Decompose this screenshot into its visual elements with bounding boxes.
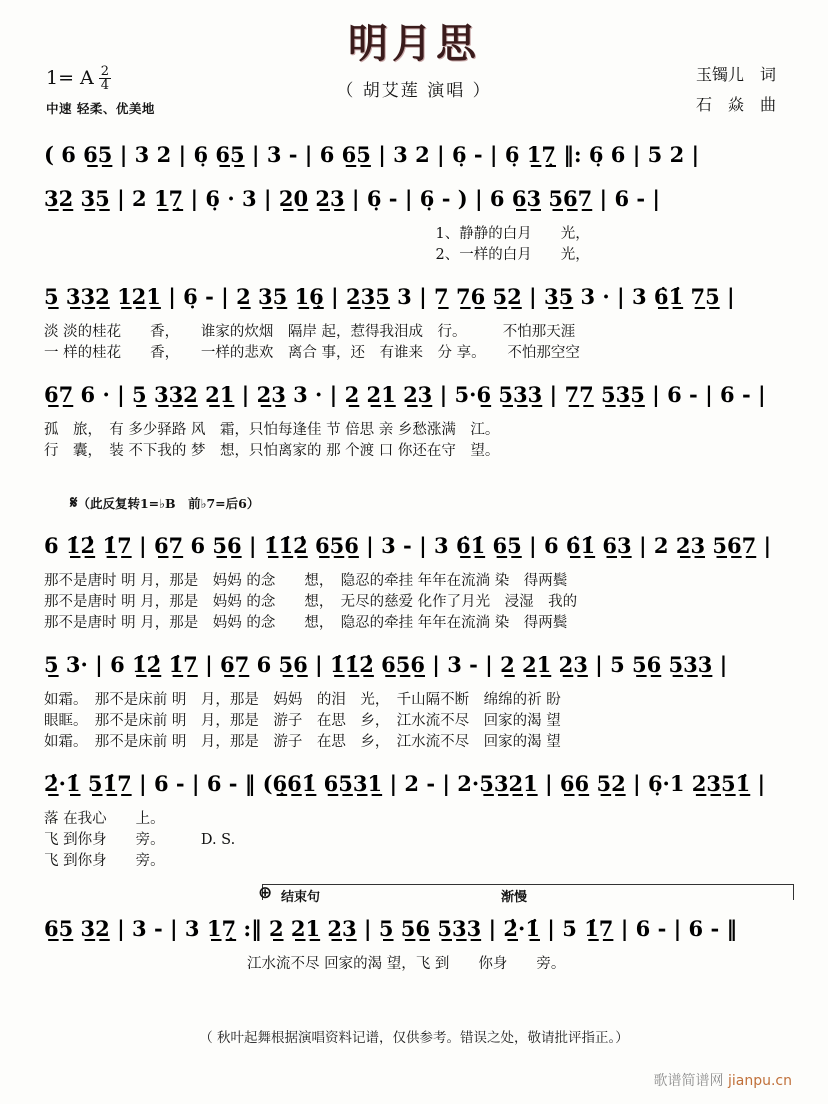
music-system [0,912,828,975]
notation-line: ( 6 6̲5̲ | 3 2 | 6̣ 6̲5̲ | 3 - | 6 6̲5̲ | 3 2 | 6̣ - | 6̣ 1̲7̲̣ ‖: 6̣ 6 | 5 2 | [44,142,700,167]
music-system [0,529,828,634]
key-and-meter [46,64,155,117]
key-signature: 1= A [46,66,94,89]
lyric-line: 那不是唐时 明 月，那是 妈妈 的念 想， 无尽的慈爱 化作了月光 浸湿 我的 [44,594,578,610]
lyric-line: 那不是唐时 明 月，那是 妈妈 的念 想， 隐忍的牵挂 年年在流淌 染 得两鬓 [44,615,568,631]
page-title: 明月思 [348,20,480,67]
notation-line: 6̲5̲ 3̲2̲ | 3 - | 3 1̲7̲̣ :‖ 2̲ 2̲1̲ 2̲3̲ | 5̲ 5̲6̲ 5̲3̲3̲ | 2̲̇·1̲̇ | 5 1̲̇7̲ | 6 - | 6 - ‖ [44,916,737,941]
lyric-line: 1、静静的白月 光， [44,226,590,242]
lyric-line: 淡 淡的桂花 香， 谁家的炊烟 隔岸 起，惹得我泪成 行。 不怕那天涯 [44,324,576,340]
lyric-line: 孤 旅， 有 多少驿路 风 霜，只怕每逢佳 节 倍思 亲 乡愁涨满 江。 [44,422,500,438]
coda-label: 结束句 [278,886,323,905]
credits [696,60,776,121]
site-watermark [654,1070,792,1090]
notation-line: 5̲ 3̲3̲2̲ 1̲2̲1̲ | 6̣ - | 2̲ 3̲5̲ 1̲6̲̣ | 2̲3̲5̲ 3 | 7̲ 7̲6̲ 5̲2̲ | 3̲5̲ 3 · | 3 6̲̇1̲̇ 7̲5̲ | [44,284,735,309]
lyric-block [0,420,828,462]
lyric-block [0,571,828,634]
lyric-block [0,809,828,872]
lyric-block [0,322,828,364]
lyric-line: 2、一样的白月 光， [44,247,590,263]
coda-icon: ⊕ [258,883,273,903]
lyric-line: 江水流不尽 回家的渴 望，飞 到 你身 旁。 [44,956,566,972]
music-system [0,648,828,753]
lyricist-credit: 玉镯儿 词 [695,65,776,84]
transcription-note: （ 秋叶起舞根据演唱资料记谱，仅供参考。错误之处，敬请批评指正。） [199,1030,629,1046]
lyric-line: 那不是唐时 明 月，那是 妈妈 的念 想， 隐忍的牵挂 年年在流淌 染 得两鬓 [44,573,568,589]
composer-credit: 石 焱 曲 [695,95,776,115]
coda-section-header [0,878,828,912]
lyric-line: 如霜。 那不是床前 明 月，那是 游子 在思 乡， 江水流不尽 回家的渴 望 [44,734,561,750]
notation-line: 5̲ 3· | 6 1̲̇2̲̇ 1̲̇7̲ | 6̲7̲ 6 5̲6̲ | 1̲̇1̲̇2̲̇ 6̲5̲6̲ | 3 - | 2̲ 2̲1̲ 2̲3̲ | 5 5̲6̲ 5̲3̲3̲ | [44,652,728,677]
watermark-text: 歌谱简谱网 [653,1073,728,1089]
music-system [0,182,828,266]
lyric-line: 飞 到你身 旁。 D. S. [44,832,236,848]
lyric-block [0,954,828,975]
time-signature-denominator: 4 [100,78,110,94]
music-system [0,767,828,872]
lyric-block [0,690,828,753]
segno-annotation [0,478,828,528]
music-systems [0,138,828,977]
segno-icon: 𝄋 [70,493,78,513]
time-signature-numerator: 2 [100,64,110,79]
notation-line: 3̲2̲ 3̲5̲ | 2 1̲7̲̣ | 6̣ · 3 | 2̲0̲ 2̲3̲ | 6̣ - | 6̣ - ) | 6 6̲3̲ 5̲6̲7̲ | 6 - | [44,186,661,211]
segno-note: （此反复转1=♭B 前♭7=后6） [77,496,260,511]
music-system [0,280,828,364]
lyric-block [0,224,828,266]
notation-line: 6̲7̲ 6 · | 5̲ 3̲3̲2̲ 2̲1̲ | 2̲3̲ 3 · | 2̲ 2̲1̲ 2̲3̲ | 5·6̲ 5̲3̲3̲ | 7̲7̲ 5̲3̲5̲ | 6 - | 6 - | [44,382,766,407]
lyric-line: 落 在我心 上。 [44,811,165,827]
lyric-line: 眼眶。 那不是床前 明 月，那是 游子 在思 乡， 江水流不尽 回家的渴 望 [44,713,561,729]
lyric-line: 一 样的桂花 香， 一样的悲欢 离合 事，还 有谁来 分 享。 不怕那空空 [44,345,580,361]
notation-line: 2̲̇·1̲̇ 5̲1̲̇7̲ | 6 - | 6 - ‖ (6̲̣6̲1̲̇ 6̲5̲3̲1̲ | 2 - | 2·5̲3̲2̲1̲ | 6̲6̲ 5̲2̲ | 6̣·1 2̲3̲5̲1̲̇ | [44,771,766,796]
tempo-marking: 中速 轻柔、优美地 [46,100,155,116]
lyric-line: 行 囊， 装 不下我的 梦 想，只怕离家的 那 个渡 口 你还在守 望。 [44,443,500,459]
music-system [0,138,828,180]
time-signature [99,65,111,93]
notation-line: 6 1̲̇2̲̇ 1̲̇7̲ | 6̲7̲ 6 5̲6̲ | 1̲̇1̲̇2̲̇ 6̲5̲6̲ | 3 - | 3 6̲̇1̲̇ 6̲5̲ | 6 6̲̇1̲̇ 6̲3̲ | 2 2̲3̲ 5̲6̲7̲ | [44,533,772,558]
performer-subtitle: （ 胡艾莲 演唱 ） [336,81,492,101]
lyric-line: 如霜。 那不是床前 明 月，那是 妈妈 的泪 光， 千山隔不断 绵绵的祈 盼 [44,692,561,708]
watermark-site: jianpu.cn [727,1073,792,1089]
ritardando-label: 渐慢 [498,886,530,905]
music-system [0,378,828,462]
lyric-line: 飞 到你身 旁。 [44,853,165,869]
